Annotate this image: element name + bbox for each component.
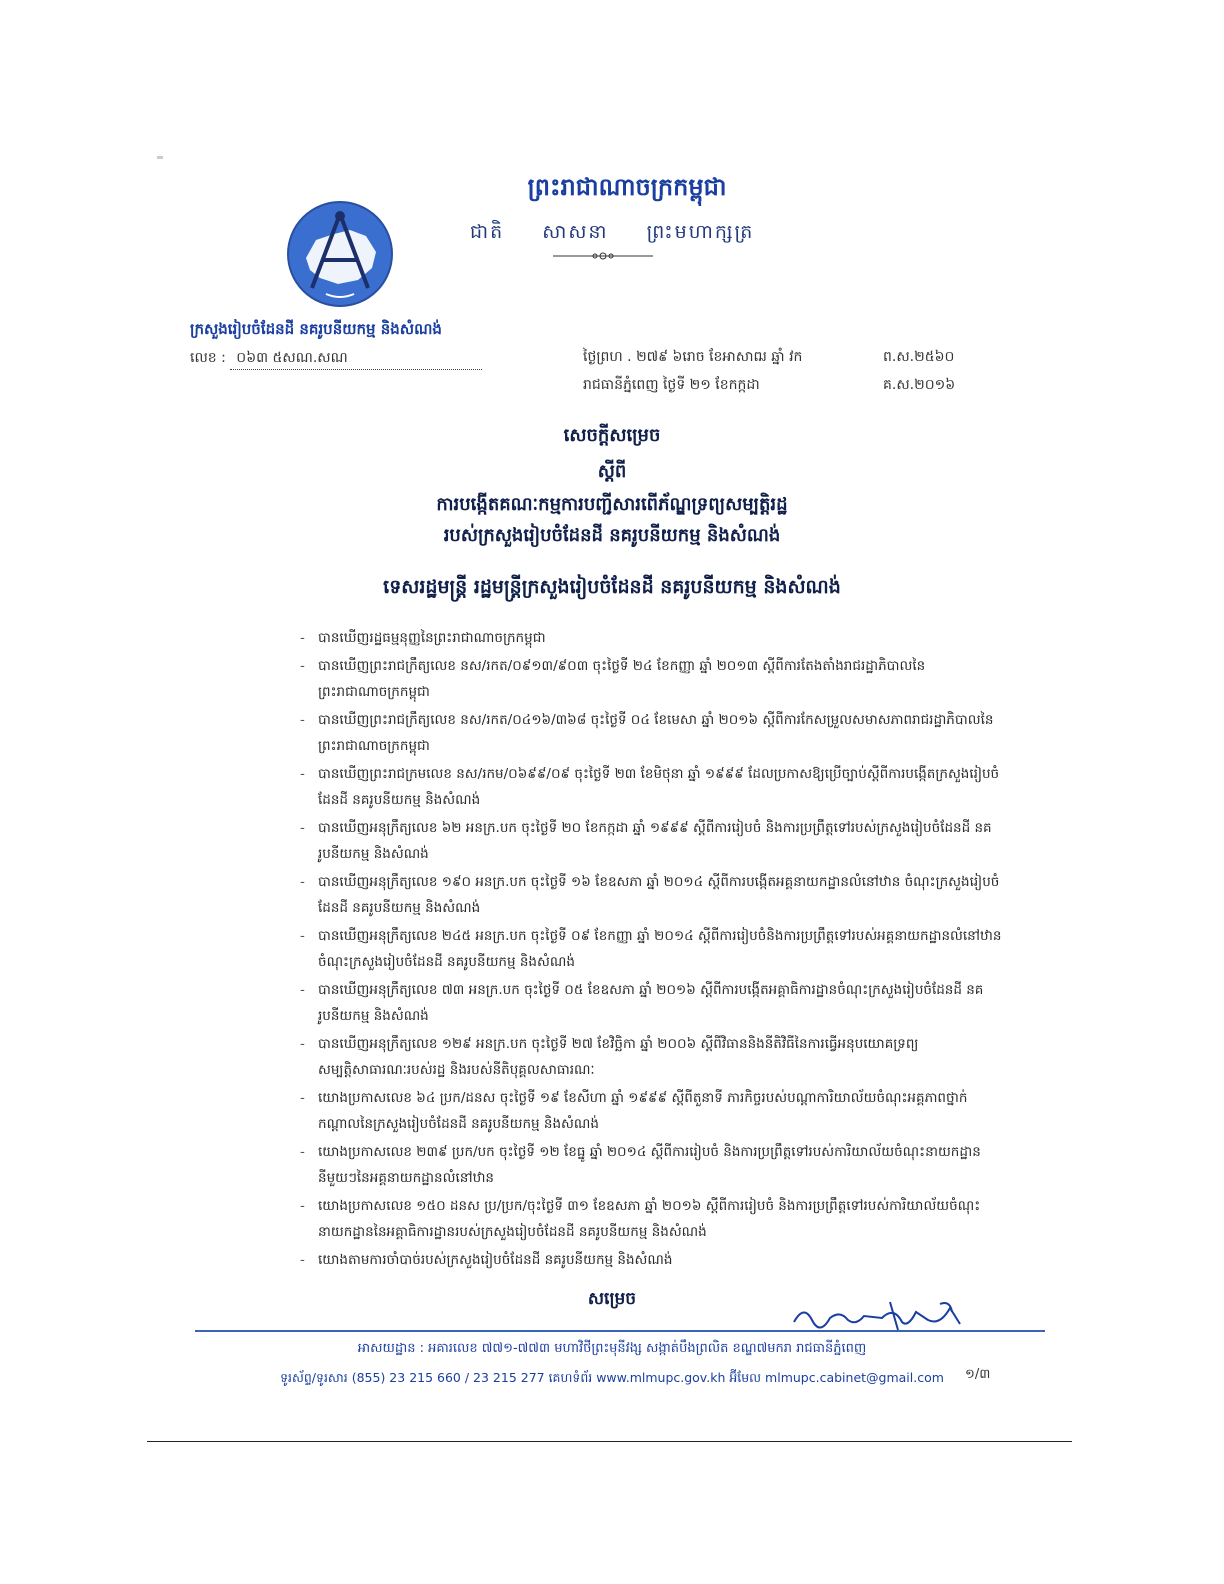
list-item: - បានឃើញព្រះរាជក្រឹត្យលេខ នស/រកត/០៩១៣/៩០៣ ចុះថ្ងៃទី ២៤ ខែកញ្ញា ឆ្នាំ ២០១៣ ស្តីពីការតែងតាំងរាជរដ្ឋាភិបាលនៃព្រះរាជាណាចក្រកម្ពុជា [300, 653, 1005, 705]
ministry-name: ក្រសួងរៀបចំដែនដី នគរូបនីយកម្ម និងសំណង់ [190, 320, 442, 338]
footer-address: អាសយដ្ឋាន : អគារលេខ ៧៧១-៧៧៣ មហាវិថីព្រះមុនីវង្ស សង្កាត់បឹងព្រលិត ខណ្ឌ៧មករា រាជធានីភ្នំពេញ [357, 1341, 867, 1356]
issuing-authority: ទេសរដ្ឋមន្ត្រី រដ្ឋមន្ត្រីក្រសួងរៀបចំដែនដី នគរូបនីយកម្ម និងសំណង់ [383, 576, 841, 598]
ornament-divider [553, 252, 653, 260]
document-on: ស្តីពី [597, 461, 627, 482]
lunar-date-row [583, 347, 983, 368]
document-subject [120, 490, 1104, 551]
buddhist-era: ព.ស.២៥៦០ [883, 349, 955, 365]
lunar-date: ថ្ងៃព្រហ . ២៧៩ ៦រោច ខែអាសាឍ ឆ្នាំ វក [583, 349, 803, 365]
list-item: - យោងតាមការចាំបាច់របស់ក្រសួងរៀបចំដែនដី នគរូបនីយកម្ម និងសំណង់ [300, 1247, 1005, 1273]
national-motto [470, 220, 784, 248]
list-item: - យោងប្រកាសលេខ ២៣៩ ប្រក/បក ចុះថ្ងៃទី ១២ ខែធ្នូ ឆ្នាំ ២០១៤ ស្តីពីការរៀបចំ និងការប្រព្រឹត្តទៅរបស់ការិយាល័យចំណុះនាយកដ្ឋាននីមួយៗនៃអគ្គនាយកដ្ឋានលំនៅឋាន [300, 1139, 1005, 1191]
solar-date: រាជធានីភ្នំពេញ ថ្ងៃទី ២១ ខែកក្កដា [583, 377, 760, 393]
motto-nation: ជាតិ [470, 221, 505, 243]
list-item: - យោងប្រកាសលេខ ១៥០ ដនស ប្រ/ប្រក/ចុះថ្ងៃទី ៣១ ខែឧសភា ឆ្នាំ ២០១៦ ស្តីពីការរៀបចំ និងការប្រព្រឹត្តទៅរបស់ការិយាល័យចំណុះនាយកដ្ឋាននៃអគ្គាធិការដ្ឋានរបស់ក្រសួងរៀបចំដែនដី នគរូបនីយកម្ម និងសំណង់ [300, 1193, 1005, 1245]
document-type: សេចក្តីសម្រេច [563, 425, 661, 446]
footer-contact: ទូរស័ព្ទ/ទូរសារ (855) 23 215 660 / 23 215 277 គេហទំព័រ www.mlmupc.gov.kh អ៊ីមែល mlmupc.cabinet@gmail.com [280, 1370, 944, 1385]
list-item: - បានឃើញអនុក្រឹត្យលេខ ៦២ អនក្រ.បក ចុះថ្ងៃទី ២០ ខែកក្កដា ឆ្នាំ ១៩៩៩ ស្តីពីការរៀបចំ និងការប្រព្រឹត្តទៅរបស់ក្រសួងរៀបចំដែនដី នគរូបនីយកម្ម និងសំណង់ [300, 815, 1005, 867]
list-item: - បានឃើញអនុក្រឹត្យលេខ ១២៩ អនក្រ.បក ចុះថ្ងៃទី ២៧ ខែវិច្ឆិកា ឆ្នាំ ២០០៦ ស្តីពីវិធាននិងនីតិវិធីនៃការធ្វើអនុបយោគទ្រព្យសម្បត្តិសាធារណៈរបស់រដ្ឋ និងរបស់នីតិបុគ្គលសាធារណៈ [300, 1031, 1005, 1083]
list-item: - បានឃើញព្រះរាជក្រមលេខ នស/រកម/០៦៩៩/០៩ ចុះថ្ងៃទី ២៣ ខែមិថុនា ឆ្នាំ ១៩៩៩ ដែលប្រកាសឱ្យប្រើច្បាប់ស្តីពីការបង្កើតក្រសួងរៀបចំដែនដី នគរូបនីយកម្ម និងសំណង់ [300, 761, 1005, 813]
list-item: - បានឃើញរដ្ឋធម្មនុញ្ញនៃព្រះរាជាណាចក្រកម្ពុជា [300, 625, 1005, 651]
christian-era: គ.ស.២០១៦ [883, 377, 956, 393]
list-item: - បានឃើញអនុក្រឹត្យលេខ ១៩០ អនក្រ.បក ចុះថ្ងៃទី ១៦ ខែឧសភា ឆ្នាំ ២០១៤ ស្តីពីការបង្កើតអគ្គនាយកដ្ឋានលំនៅឋាន ចំណុះក្រសួងរៀបចំដែនដី នគរូបនីយកម្ម និងសំណង់ [300, 869, 1005, 921]
legal-basis-list [300, 625, 1005, 1275]
document-number [190, 348, 482, 370]
document-number-label: លេខ : [190, 350, 226, 366]
document-number-value: ០៦៣ ៥សណ.សណ [230, 348, 482, 370]
footer-divider [195, 1330, 1045, 1332]
motto-king: ព្រះមហាក្សត្រ [646, 221, 755, 243]
ministry-logo [286, 200, 394, 308]
list-item: - បានឃើញអនុក្រឹត្យលេខ ២៤៥ អនក្រ.បក ចុះថ្ងៃទី ០៩ ខែកញ្ញា ឆ្នាំ ២០១៤ ស្តីពីការរៀបចំនិងការប្រព្រឹត្តទៅរបស់អគ្គនាយកដ្ឋានលំនៅឋានចំណុះក្រសួងរៀបចំដែនដី នគរូបនីយកម្ម និងសំណង់ [300, 923, 1005, 975]
subject-line-2: របស់ក្រសួងរៀបចំដែនដី នគរូបនីយកម្ម និងសំណង់ [443, 524, 781, 546]
subject-line-1: ការបង្កើតគណៈកម្មការបញ្ជីសារពើភ័ណ្ឌទ្រព្យសម្បត្តិរដ្ឋ [436, 494, 788, 515]
page-number: ១/៣ [965, 1367, 991, 1382]
motto-religion: សាសនា [542, 221, 609, 243]
solar-date-row [583, 375, 983, 396]
list-item: - បានឃើញអនុក្រឹត្យលេខ ៧៣ អនក្រ.បក ចុះថ្ងៃទី ០៥ ខែឧសភា ឆ្នាំ ២០១៦ ស្តីពីការបង្កើតអគ្គាធិការដ្ឋានចំណុះក្រសួងរៀបចំដែនដី នគរូបនីយកម្ម និងសំណង់ [300, 977, 1005, 1029]
kingdom-title: ព្រះរាជាណាចក្រកម្ពុជា [527, 172, 727, 201]
decides-heading: សម្រេច [587, 1289, 637, 1309]
handwritten-signature [790, 1298, 970, 1334]
scan-speck [157, 156, 163, 159]
list-item: - បានឃើញព្រះរាជក្រឹត្យលេខ នស/រកត/០៤១៦/៣៦៨ ចុះថ្ងៃទី ០៤ ខែមេសា ឆ្នាំ ២០១៦ ស្តីពីការកែសម្រួលសមាសភាពរាជរដ្ឋាភិបាលនៃព្រះរាជាណាចក្រកម្ពុជា [300, 707, 1005, 759]
page-bottom-rule [147, 1441, 1072, 1442]
list-item: - យោងប្រកាសលេខ ៦៤ ប្រក/ដនស ចុះថ្ងៃទី ១៩ ខែសីហា ឆ្នាំ ១៩៩៩ ស្តីពីតួនាទី ភារកិច្ចរបស់បណ្តាការិយាល័យចំណុះអគ្គភាពថ្នាក់កណ្តាលនៃក្រសួងរៀបចំដែនដី នគរូបនីយកម្ម និងសំណង់ [300, 1085, 1005, 1137]
